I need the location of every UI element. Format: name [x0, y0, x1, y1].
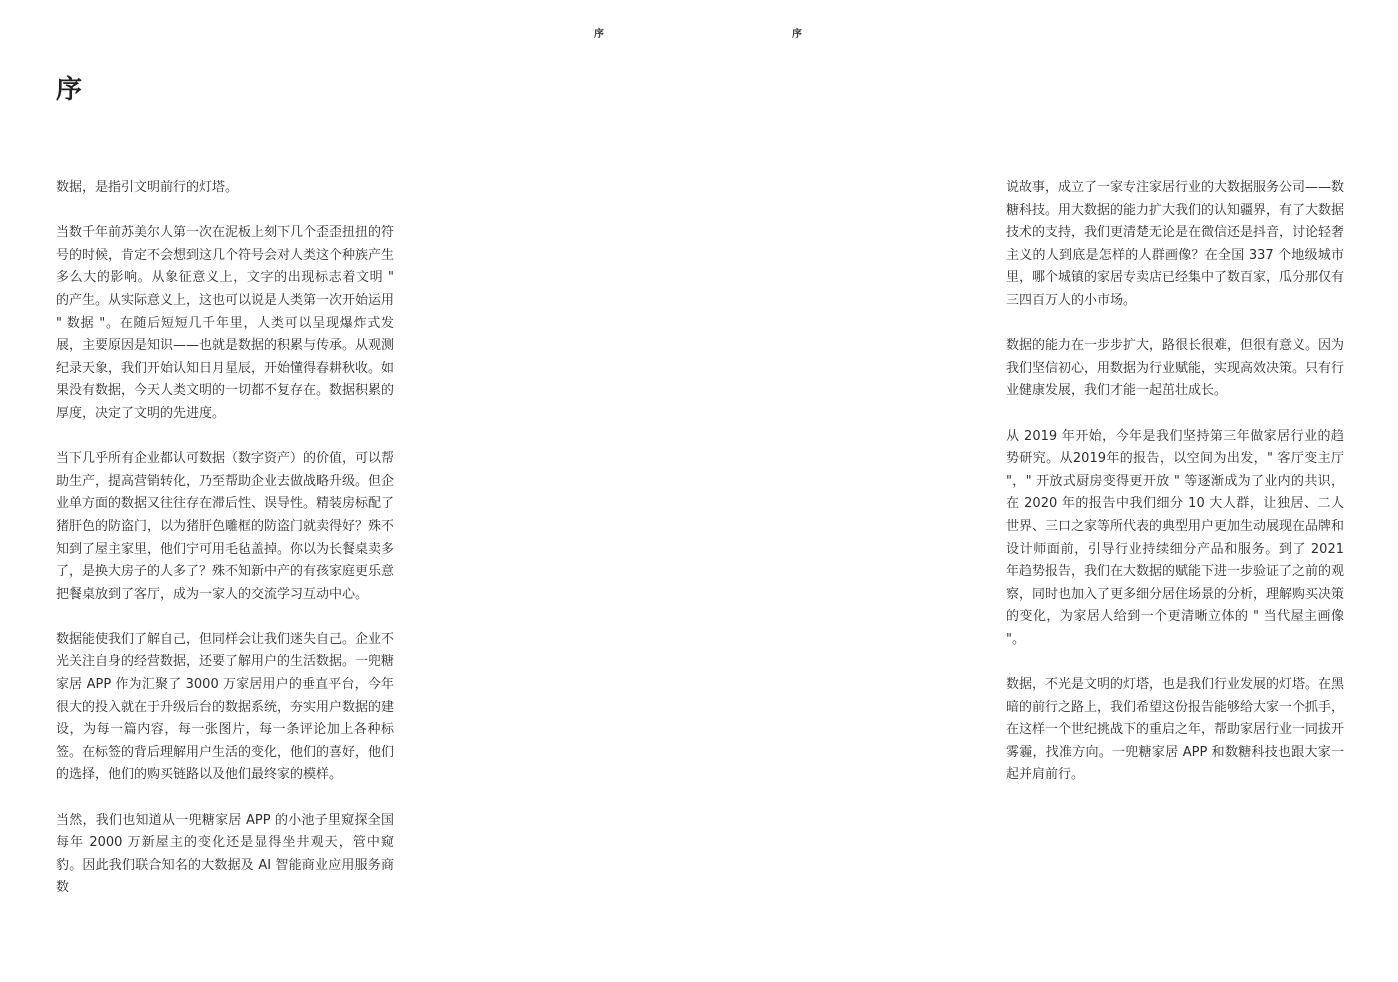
right-text-column	[1006, 177, 1344, 787]
left-text-column	[56, 177, 394, 900]
running-head-left: 序	[594, 29, 604, 40]
page-title: 序	[56, 75, 83, 105]
paragraph-right-4: 数据，不光是文明的灯塔，也是我们行业发展的灯塔。在黑暗的前行之路上，我们希望这份报告能够给大家一个抓手，在这样一个世纪挑战下的重启之年，帮助家居行业一同拔开雾霾，找准方向。一兜糖家居 APP 和数糖科技也跟大家一起并肩前行。	[1006, 677, 1345, 783]
paragraph-left-2: 当数千年前苏美尔人第一次在泥板上刻下几个歪歪扭扭的符号的时候，肯定不会想到这几个符号会对人类这个种族产生多么大的影响。从象征意义上，文字的出现标志着文明 " 的产生。从实际意义上，这也可以说是人类第一次开始运用 " 数据 "。在随后短短几千年里，人类可以呈现爆炸式发展，主要原因是知识——也就是数据的积累与传承。从观测纪录天象，我们开始认知日月星辰，开始懂得春耕秋收。如果没有数据，今天人类文明的一切都不复存在。数据积累的厚度，决定了文明的先进度。	[56, 225, 395, 421]
paragraph-left-4: 数据能使我们了解自己，但同样会让我们迷失自己。企业不光关注自身的经营数据，还要了解用户的生活数据。一兜糖家居 APP 作为汇聚了 3000 万家居用户的垂直平台，今年很大的投入就在于升级后台的数据系统，夯实用户数据的建设，为每一篇内容，每一张图片，每一条评论加上各种标签。在标签的背后理解用户生活的变化，他们的喜好，他们的选择，他们的购买链路以及他们最终家的模样。	[56, 631, 395, 783]
running-head-right: 序	[792, 29, 802, 40]
paragraph-left-1: 数据，是指引文明前行的灯塔。	[56, 180, 239, 195]
paragraph-right-3: 从 2019 年开始，今年是我们坚持第三年做家居行业的趋势研究。从2019年的报告，以空间为出发，" 客厅变主厅 "，" 开放式厨房变得更开放 " 等逐渐成为了业内的共识，在 2020 年的报告中我们细分 10 大人群，让独居、二人世界、三口之家等所代表的典型用户更加生动展现在品牌和设计师面前，引导行业持续细分产品和服务。到了 2021 年趋势报告，我们在大数据的赋能下进一步验证了之前的观察，同时也加入了更多细分居住场景的分析，理解购买决策的变化，为家居人给到一个更清晰立体的 " 当代屋主画像 "。	[1006, 428, 1345, 647]
paragraph-left-5: 当然，我们也知道从一兜糖家居 APP 的小池子里窥探全国每年 2000 万新屋主的变化还是显得坐井观天，管中窥豹。因此我们联合知名的大数据及 AI 智能商业应用服务商数	[56, 812, 394, 896]
paragraph-right-2: 数据的能力在一步步扩大，路很长很难，但很有意义。因为我们坚信初心，用数据为行业赋能，实现高效决策。只有行业健康发展，我们才能一起茁壮成长。	[1006, 338, 1345, 399]
paragraph-right-1: 说故事，成立了一家专注家居行业的大数据服务公司——数糖科技。用大数据的能力扩大我们的认知疆界，有了大数据技术的支持，我们更清楚无论是在微信还是抖音，讨论轻奢主义的人到底是怎样的人群画像？在全国 337 个地级城市里，哪个城镇的家居专卖店已经集中了数百家，瓜分那仅有三四百万人的小市场。	[1006, 180, 1345, 308]
paragraph-left-3: 当下几乎所有企业都认可数据（数字资产）的价值，可以帮助生产，提高营销转化，乃至帮助企业去做战略升级。但企业单方面的数据又往往存在滞后性、误导性。精装房标配了猪肝色的防盗门，以为猪肝色雕框的防盗门就卖得好？殊不知到了屋主家里，他们宁可用毛毡盖掉。你以为长餐桌卖多了，是换大房子的人多了？殊不知新中产的有孩家庭更乐意把餐桌放到了客厅，成为一家人的交流学习互动中心。	[56, 451, 395, 602]
